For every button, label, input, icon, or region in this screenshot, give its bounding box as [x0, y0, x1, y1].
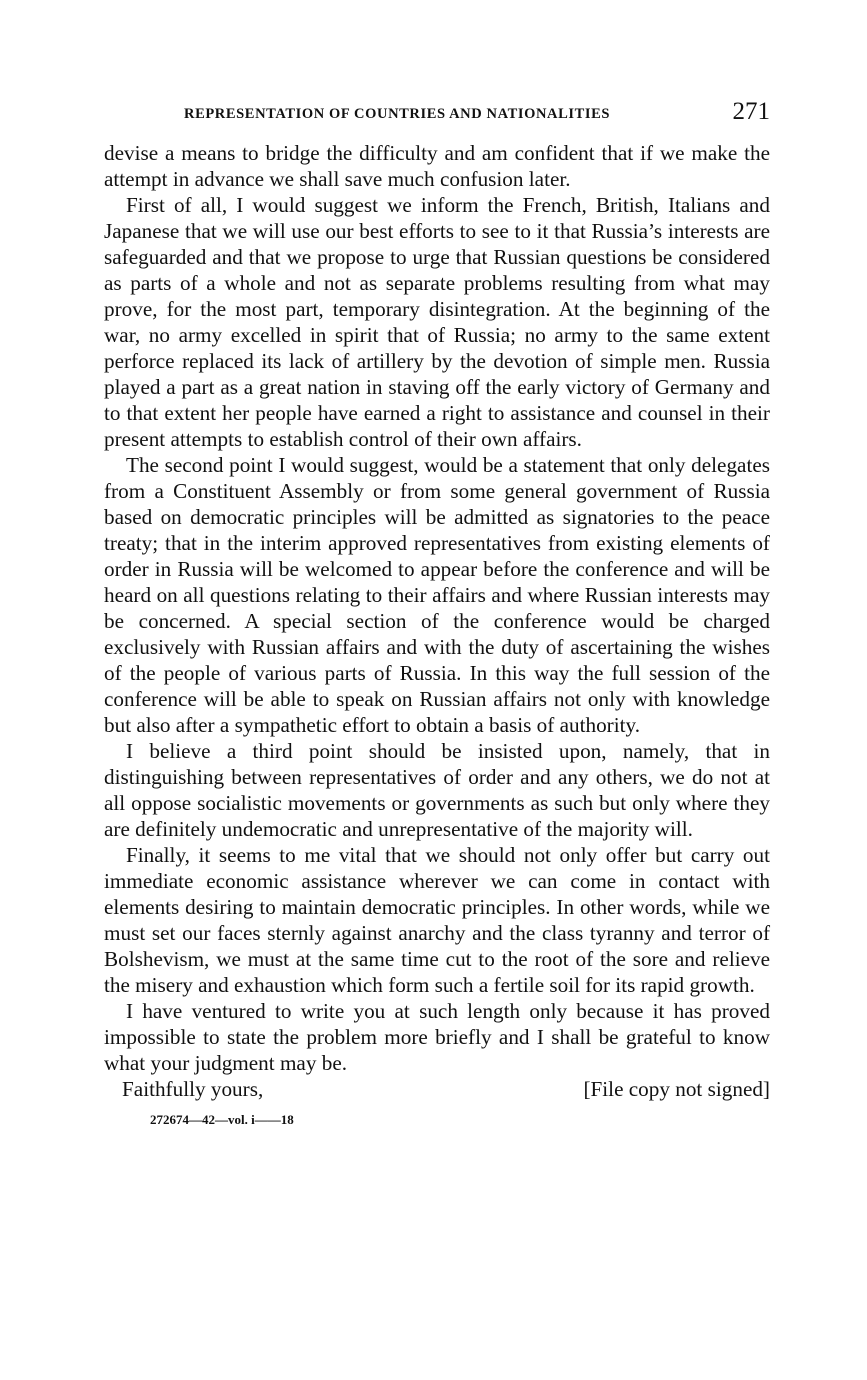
paragraph-second-point: The second point I would suggest, would be a statement that only delegates from a Constituent Assembly or from some general government of Russia based on democratic principles will be admitted as signatories to the peace treaty; that in the interim approved representatives from existing elements of order in Russia will be welcomed to appear before the conference and will be heard on all questions relating to their affairs and where Russian interests may be concerned. A special section of the conference would be charged exclusively with Russian affairs and with the duty of ascertaining the wishes of the people of various parts of Russia. In this way the full session of the conference will be able to speak on Russian affairs not only with knowledge but also after a sympathetic effort to obtain a basis of authority.	[104, 453, 770, 737]
running-title: REPRESENTATION OF COUNTRIES AND NATIONALITIES	[184, 106, 611, 122]
paragraph-conclusion: I have ventured to write you at such length only because it has proved impossible to state the problem more briefly and I shall be grateful to know what your judgment may be.	[104, 999, 770, 1075]
signature-note: [File copy not signed]	[583, 1077, 770, 1101]
letter-closing	[104, 1076, 770, 1102]
print-code: 272674—42—vol. i——18	[150, 1112, 294, 1127]
running-head	[104, 96, 770, 130]
page-number: 271	[732, 98, 770, 125]
body-text	[104, 140, 770, 1102]
paragraph-first-point: First of all, I would suggest we inform the French, British, Italians and Japanese that we will use our best efforts to see to it that Russia’s interests are safeguarded and that we propose to urge that Russian questions be considered as parts of a whole and not as separate problems resulting from what may prove, for the most part, temporary disintegration. At the beginning of the war, no army excelled in spirit that of Russia; no army to the same extent perforce replaced its lack of artillery by the devotion of simple men. Russia played a part as a great nation in staving off the early victory of Germany and to that extent her people have earned a right to assistance and counsel in their present attempts to establish control of their own affairs.	[104, 193, 770, 451]
salutation: Faithfully yours,	[122, 1077, 264, 1101]
paragraph-third-point: I believe a third point should be insisted upon, namely, that in distinguishing between representatives of order and any others, we do not at all oppose socialistic movements or governments as such but only where they are definitely undemocratic and unrepresentative of the majority will.	[104, 739, 770, 841]
paragraph-continuation: devise a means to bridge the difficulty and am confident that if we make the attempt in advance we shall save much confusion later.	[104, 141, 770, 191]
paragraph-finally: Finally, it seems to me vital that we should not only offer but carry out immediate economic assistance wherever we can come in contact with elements desiring to maintain democratic principles. In other words, while we must set our faces sternly against anarchy and the class tyranny and terror of Bolshevism, we must at the same time cut to the root of the sore and relieve the misery and exhaustion which form such a fertile soil for its rapid growth.	[104, 843, 770, 997]
document-page	[104, 96, 770, 1128]
